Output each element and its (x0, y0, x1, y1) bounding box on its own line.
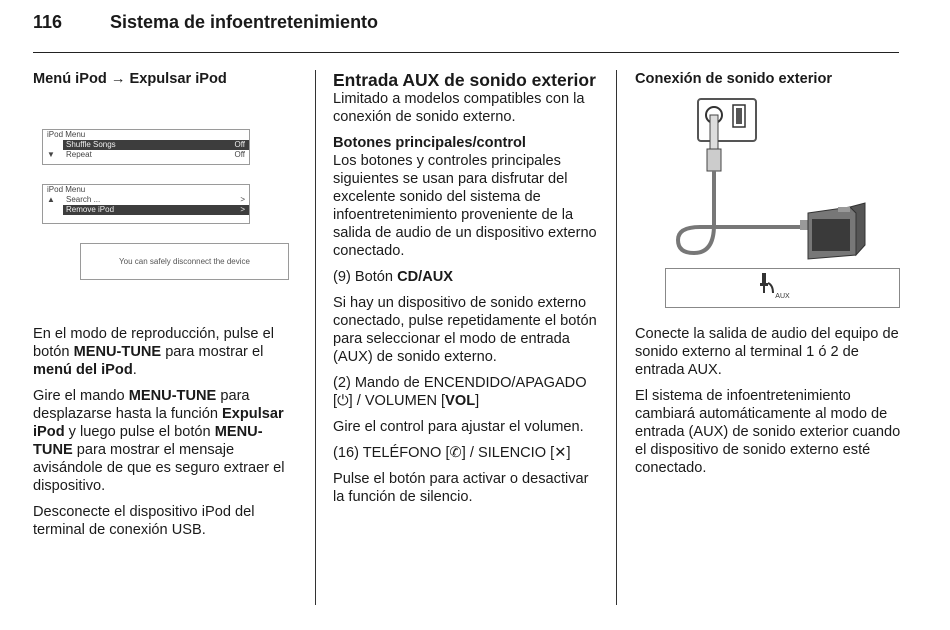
aux-label: AUX (775, 293, 790, 300)
ipod-menu-screen-1 (42, 129, 250, 165)
ipod-menu-screen-2 (42, 184, 250, 224)
column-divider (315, 70, 316, 605)
subheading: Botones principales/control (333, 135, 526, 151)
col3-heading: Conexión de sonido exterior (635, 71, 833, 87)
page-title: Sistema de infoentretenimiento (110, 12, 379, 32)
section-heading: Entrada AUX de sonido exterior (333, 70, 596, 90)
disconnect-message: You can safely disconnect the device (80, 243, 289, 280)
scroll-up-icon: ▲ (47, 195, 55, 204)
screen-title: iPod Menu (47, 130, 86, 139)
mute-icon: ✕ (554, 445, 567, 461)
list-item: ▼ Repeat Off (47, 150, 245, 159)
power-icon: ⏻ (337, 393, 349, 409)
list-item: Shuffle Songs Off (63, 140, 249, 150)
header-rule (33, 52, 899, 53)
col1-body: En el modo de reproducción, pulse el botón MENU-TUNE para mostrar el menú del iPod. Gire el mando MENU-TUNE para desplazarse hasta la función Expulsar iPod y luego pulse el botón MENU-TUNE para mostrar el mensaje avisándole de que es seguro extraer el dispositivo. Desconecte el dispositivo iPod del terminal de conexión USB. (33, 326, 285, 538)
aux-symbol-box (665, 268, 900, 308)
scroll-down-icon: ▼ (47, 150, 55, 159)
col1-heading: Menú iPod → Expulsar iPod (33, 71, 227, 87)
list-item: Remove iPod > (63, 205, 249, 215)
aux-connection-illustration (660, 95, 900, 270)
page-number: 116 (33, 12, 63, 32)
column-divider (616, 70, 617, 605)
col2-body: Entrada AUX de sonido exterior Limitado a modelos compatibles con la conexión de sonido externo. Botones principales/control Los botones y controles principales siguientes se usan para disfrutar del excelente sonido del sistema de infoentretenimiento proveniente de la salida de audio de un dispositivo externo conectado. (9) Botón CD/AUX Si hay un dispositivo de sonido externo conectado, pulse repetidamente el botón para seleccionar el modo de entrada (AUX) de sonido externo. (2) Mando de ENCENDIDO/APAGADO [⏻] / VOLUMEN [VOL] Gire el control para ajustar el volumen. (16) TELÉFONO [✆] / SILENCIO [✕] Pulse el botón para activar o desactivar la función de silencio. (333, 70, 601, 514)
arrow-icon: → (110, 71, 126, 87)
camera-icon (800, 203, 865, 259)
aux-jack-icon (758, 273, 776, 295)
phone-icon: ✆ (449, 445, 462, 461)
list-item: ▲ Search ... > (47, 195, 245, 204)
screen-title: iPod Menu (47, 185, 86, 194)
col3-body: Conecte la salida de audio del equipo de sonido externo al terminal 1 ó 2 de entrada AUX. El sistema de infoentretenimiento cambiará automáticamente al modo de entrada (AUX) de sonido exterior cuando el dispositivo de sonido externo esté conectado. (635, 326, 901, 476)
